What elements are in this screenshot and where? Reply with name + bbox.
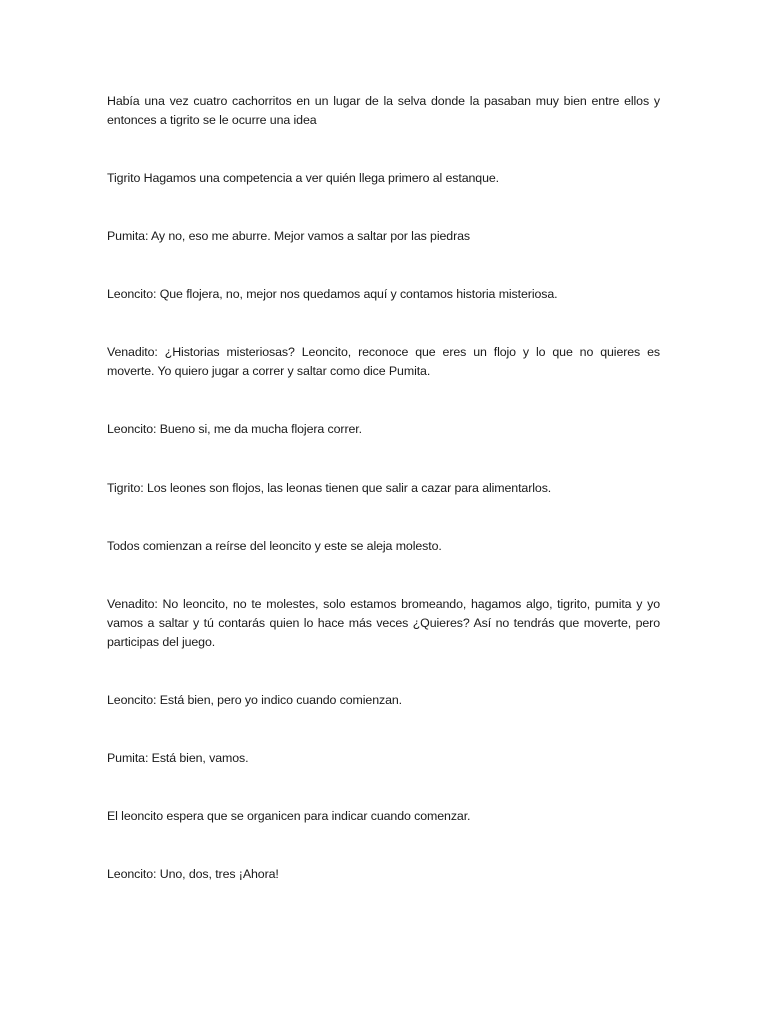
paragraph-leoncito-1: Leoncito: Que flojera, no, mejor nos quedamos aquí y contamos historia misteriosa.	[107, 287, 558, 301]
paragraph-tigrito-1: Tigrito Hagamos una competencia a ver quién llega primero al estanque.	[107, 171, 500, 185]
paragraph-venadito-1: Venadito: ¿Historias misteriosas? Leoncito, reconoce que eres un flojo y lo que no quieres es moverte. Yo quiero jugar a correr y saltar como dice Pumita.	[107, 345, 660, 378]
paragraph-narration-2: El leoncito espera que se organicen para indicar cuando comenzar.	[107, 809, 471, 823]
paragraph-leoncito-4: Leoncito: Uno, dos, tres ¡Ahora!	[107, 867, 279, 881]
paragraph-tigrito-2: Tigrito: Los leones son flojos, las leonas tienen que salir a cazar para alimentarlos.	[107, 481, 552, 495]
paragraph-narration-1: Todos comienzan a reírse del leoncito y este se aleja molesto.	[107, 539, 442, 553]
paragraph-venadito-2: Venadito: No leoncito, no te molestes, solo estamos bromeando, hagamos algo, tigrito, pumita y yo vamos a saltar y tú contarás quien lo hace más veces ¿Quieres? Así no tendrás que moverte, pero participas del juego.	[107, 597, 660, 649]
paragraph-leoncito-3: Leoncito: Está bien, pero yo indico cuando comienzan.	[107, 693, 403, 707]
paragraph-pumita-2: Pumita: Está bien, vamos.	[107, 751, 249, 765]
paragraph-leoncito-2: Leoncito: Bueno si, me da mucha flojera correr.	[107, 422, 362, 436]
paragraph-pumita-1: Pumita: Ay no, eso me aburre. Mejor vamos a saltar por las piedras	[107, 229, 470, 243]
paragraph-intro: Había una vez cuatro cachorritos en un lugar de la selva donde la pasaban muy bien entre ellos y entonces a tigrito se le ocurre una idea	[107, 94, 660, 127]
